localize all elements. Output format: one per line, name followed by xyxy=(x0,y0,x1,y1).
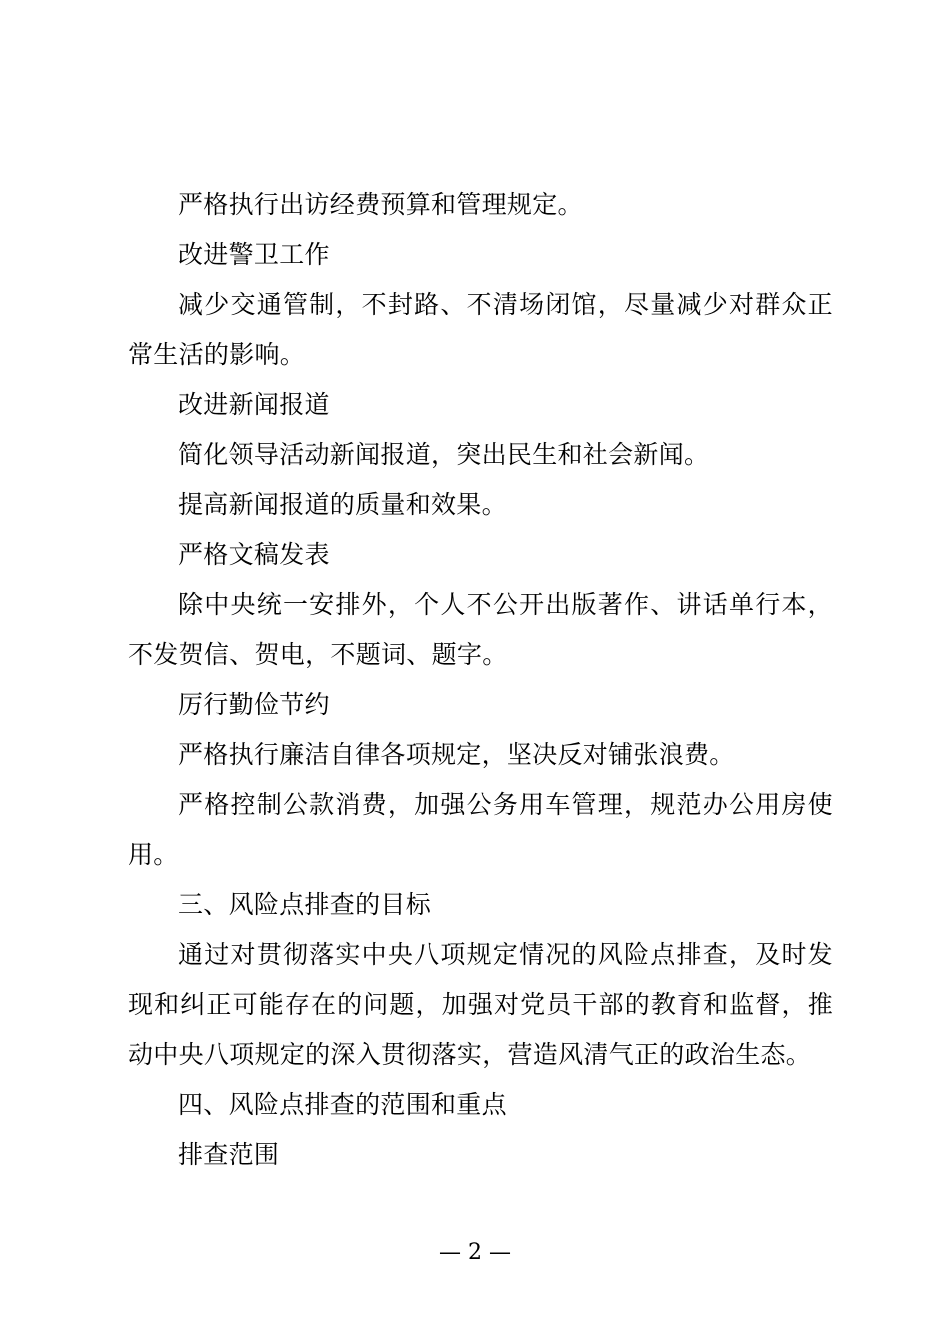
paragraph: 除中央统一安排外，个人不公开出版著作、讲话单行本，不发贺信、贺电，不题词、题字。 xyxy=(128,590,833,669)
document-body xyxy=(128,180,833,1180)
section-heading: 改进新闻报道 xyxy=(178,390,330,419)
paragraph: 简化领导活动新闻报道，突出民生和社会新闻。 xyxy=(178,440,710,469)
paragraph: 减少交通管制，不封路、不清场闭馆，尽量减少对群众正常生活的影响。 xyxy=(128,290,833,369)
chapter-heading: 四、风险点排查的范围和重点 xyxy=(178,1090,507,1119)
section-heading: 排查范围 xyxy=(178,1140,280,1169)
paragraph: 严格执行出访经费预算和管理规定。 xyxy=(178,190,583,219)
paragraph: 严格执行廉洁自律各项规定，坚决反对铺张浪费。 xyxy=(178,740,735,769)
paragraph: 提高新闻报道的质量和效果。 xyxy=(178,490,507,519)
paragraph: 通过对贯彻落实中央八项规定情况的风险点排查，及时发现和纠正可能存在的问题，加强对党员干部的教育和监督，推动中央八项规定的深入贯彻落实，营造风清气正的政治生态。 xyxy=(128,940,833,1069)
section-heading: 改进警卫工作 xyxy=(178,240,330,269)
paragraph: 严格控制公款消费，加强公务用车管理，规范办公用房使用。 xyxy=(128,790,833,869)
section-heading: 厉行勤俭节约 xyxy=(178,690,330,719)
chapter-heading: 三、风险点排查的目标 xyxy=(178,890,432,919)
page-number: — 2 — xyxy=(439,1240,511,1265)
section-heading: 严格文稿发表 xyxy=(178,540,330,569)
